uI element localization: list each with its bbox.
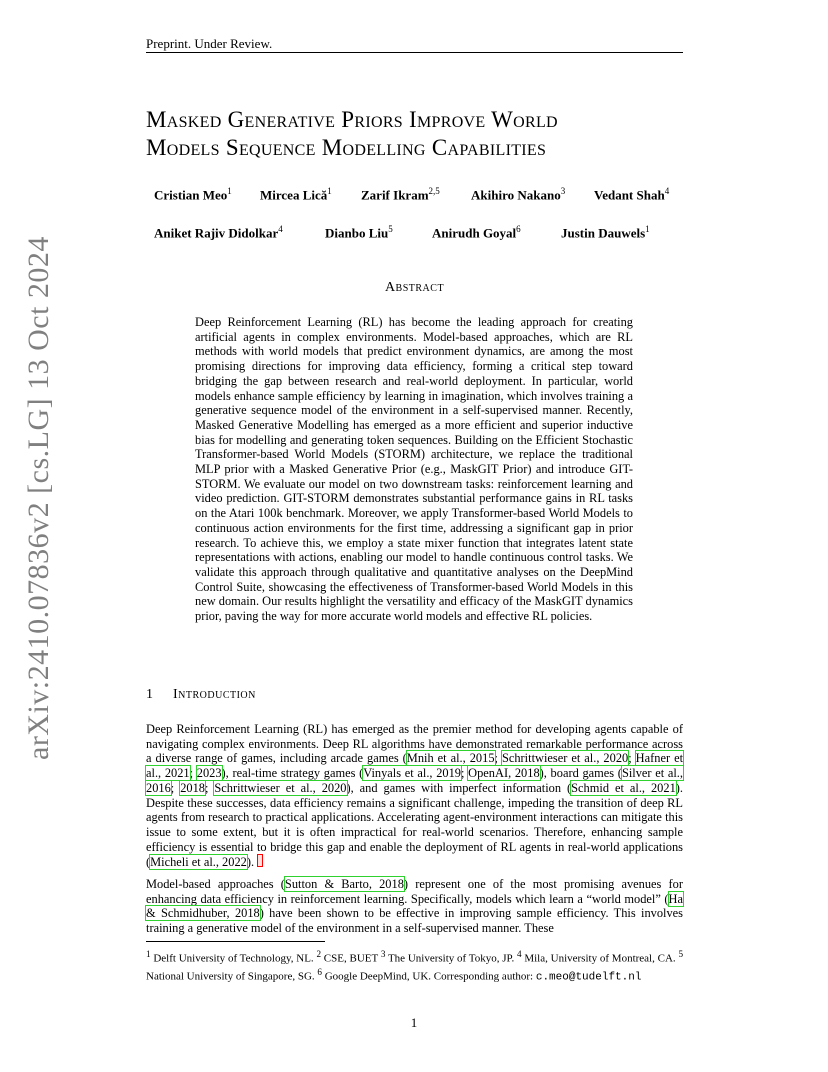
footnote-text: The University of Tokyo, JP. bbox=[385, 952, 517, 965]
citation-link[interactable]: Schrittwieser et al., 2020 bbox=[501, 751, 629, 766]
author-name: Zarif Ikram bbox=[361, 187, 429, 203]
paragraph-text: ) represent one of the most promising avenues for enhancing data efficiency in reinforcement learning. Specifically, models which learn a “world model” ( bbox=[146, 877, 683, 906]
author-name: Dianbo Liu bbox=[325, 225, 389, 241]
author bbox=[325, 224, 393, 241]
section-title: Introduction bbox=[173, 687, 256, 702]
citation-link[interactable]: Mnih et al., 2015 bbox=[406, 751, 495, 766]
citation-link[interactable]: Micheli et al., 2022 bbox=[150, 855, 247, 870]
author-name: Anirudh Goyal bbox=[432, 225, 517, 241]
paragraph-text: ). bbox=[246, 855, 258, 870]
citation-link[interactable]: Silver et al., 2016 bbox=[146, 766, 683, 795]
citation-link[interactable]: Hafner et al., 2021 bbox=[146, 751, 684, 781]
intro-paragraph-1 bbox=[146, 722, 683, 870]
citation-link[interactable]: Sutton & Barto, 2018 bbox=[284, 877, 404, 891]
citation-link[interactable]: OpenAI, 2018 bbox=[468, 766, 540, 781]
author bbox=[594, 186, 669, 203]
author-affiliation: 3 bbox=[560, 186, 566, 196]
author bbox=[471, 186, 565, 203]
page-number: 1 bbox=[410, 1015, 418, 1030]
abstract-heading: Abstract bbox=[384, 280, 445, 295]
footnote-marker: 3 bbox=[380, 949, 386, 959]
author-affiliation: 6 bbox=[516, 224, 521, 234]
citation-separator: ; bbox=[170, 780, 181, 795]
annotation-marker-icon[interactable] bbox=[257, 854, 263, 867]
footnote-marker: 6 bbox=[317, 966, 322, 977]
author-affiliation: 1 bbox=[327, 186, 332, 196]
author-name: Justin Dauwels bbox=[561, 225, 646, 241]
author bbox=[561, 224, 650, 241]
author-affiliation: 1 bbox=[645, 224, 650, 234]
paragraph-text: ), and games with imperfect information ( bbox=[346, 780, 572, 795]
citation-separator: ; bbox=[189, 766, 197, 781]
paragraph-text: ) have been shown to be effective in improving sample efficiency. This involves training a generative model of the environment in a self-supervised manner. These bbox=[146, 906, 683, 936]
footnote-marker: 1 bbox=[146, 949, 151, 959]
citation-separator: ; bbox=[461, 766, 469, 781]
intro-paragraph-2 bbox=[146, 877, 683, 936]
author-name: Aniket Rajiv Didolkar bbox=[154, 225, 279, 241]
title-line-1: Masked Generative Priors Improve World bbox=[146, 107, 558, 132]
footnote-text: CSE, BUET bbox=[321, 952, 381, 965]
citation-link[interactable]: 2023 bbox=[196, 766, 222, 781]
author-affiliation: 2,5 bbox=[428, 186, 440, 196]
paragraph-text: ), real-time strategy games ( bbox=[221, 766, 364, 781]
author-name: Akihiro Nakano bbox=[471, 187, 561, 203]
paper-title bbox=[146, 106, 706, 162]
footnote-rule bbox=[146, 941, 325, 942]
abstract-body: Deep Reinforcement Learning (RL) has become the leading approach for creating artificial agents in complex environments. Model-based approaches, which are RL methods with world models that predict environment dynamics, are among the most promising directions for improving data efficiency, forming a critical step toward bridging the gap between research and real-world deployment. In particular, world models enhance sample efficiency by learning in imagination, which involves training a generative sequence model of the environment in a self-supervised manner. Recently, Masked Generative Modelling has emerged as a more efficient and superior inductive bias for modelling and generating token sequences. Building on the Efficient Stochastic Transformer-based World Models (STORM) architecture, we replace the traditional MLP prior with a Masked Generative Prior (e.g., MaskGIT Prior) and introduce GIT-STORM. We evaluate our model on two downstream tasks: reinforcement learning and video prediction. GIT-STORM demonstrates substantial performance gains in RL tasks on the Atari 100k benchmark. Moreover, we apply Transformer-based World Models to continuous action environments for the first time, addressing a significant gap in prior research. To achieve this, we employ a state mixer function that integrates latent state representations with actions, enabling our model to handle continuous control tasks. We validate this approach through qualitative and quantitative analyses on the DeepMind Control Suite, showcasing the effectiveness of Transformer-based World Models in this new domain. Our results highlight the versatility and efficacy of the MaskGIT dynamics prior, paving the way for more accurate world models and effective RL policies. bbox=[195, 315, 633, 624]
citation-link[interactable]: Schrittwieser et al., 2020 bbox=[214, 780, 347, 795]
author-name: Cristian Meo bbox=[154, 187, 228, 203]
author bbox=[154, 224, 283, 241]
affiliations-footnote bbox=[146, 948, 683, 984]
citation-separator: ; bbox=[628, 751, 636, 766]
citation-link[interactable]: Schmid et al., 2021 bbox=[571, 780, 676, 795]
citation-link[interactable]: Ha & Schmidhuber, 2018 bbox=[146, 891, 683, 921]
arxiv-identifier-stamp[interactable]: arXiv:2410.07836v2 [cs.LG] 13 Oct 2024 bbox=[22, 236, 55, 760]
paragraph-text: ), board games ( bbox=[539, 766, 622, 781]
author bbox=[361, 186, 440, 203]
title-line-2: Models Sequence Modelling Capabilities bbox=[146, 135, 547, 160]
author-affiliation: 1 bbox=[227, 186, 232, 196]
citation-separator: ; bbox=[204, 780, 215, 795]
author-affiliation: 4 bbox=[278, 224, 283, 234]
citation-link[interactable]: Vinyals et al., 2019 bbox=[363, 766, 462, 781]
section-number: 1 bbox=[146, 687, 154, 702]
author bbox=[432, 224, 521, 241]
footnote-marker: 2 bbox=[316, 949, 322, 959]
footnote-text: Google DeepMind, UK. Corresponding author: bbox=[321, 970, 536, 983]
footnote-text: Mila, University of Montreal, CA. bbox=[521, 952, 679, 965]
paragraph-text: Model-based approaches ( bbox=[146, 877, 285, 891]
paragraph-text: Deep Reinforcement Learning (RL) has emerged as the premier method for developing agents capable of navigating complex environments. Deep RL algorithms have demonstrated remarkable performance across a diverse range of games, including arcade games ( bbox=[146, 722, 683, 766]
section-heading-introduction bbox=[146, 687, 256, 703]
footnote-text: Delft University of Technology, NL. bbox=[150, 952, 317, 965]
author bbox=[154, 186, 232, 203]
author-affiliation: 5 bbox=[388, 224, 393, 234]
footnote-marker: 4 bbox=[516, 949, 522, 959]
author-name: Vedant Shah bbox=[594, 187, 665, 203]
footnote-text: National University of Singapore, SG. bbox=[146, 970, 318, 983]
author-affiliation: 4 bbox=[664, 186, 670, 196]
citation-link[interactable]: 2018 bbox=[180, 780, 205, 795]
header-rule bbox=[146, 52, 683, 53]
author-name: Mircea Lică bbox=[260, 187, 328, 203]
running-head: Preprint. Under Review. bbox=[146, 36, 273, 51]
corresponding-email: c.meo@tudelft.nl bbox=[535, 971, 642, 984]
author bbox=[260, 186, 332, 203]
citation-separator: ; bbox=[494, 751, 502, 766]
paragraph-text: ). Despite these successes, data efficiency remains a significant challenge, impeding the transition of deep RL agents from research to practical applications. Accelerating agent-environment interactions can mitigate this issue to some extent, but it is often impractical for real-world scenarios. Therefore, enhancing sample efficiency is essential to bridge this gap and enable the deployment of RL agents in real-world applications ( bbox=[146, 780, 683, 870]
footnote-marker: 5 bbox=[678, 949, 684, 959]
